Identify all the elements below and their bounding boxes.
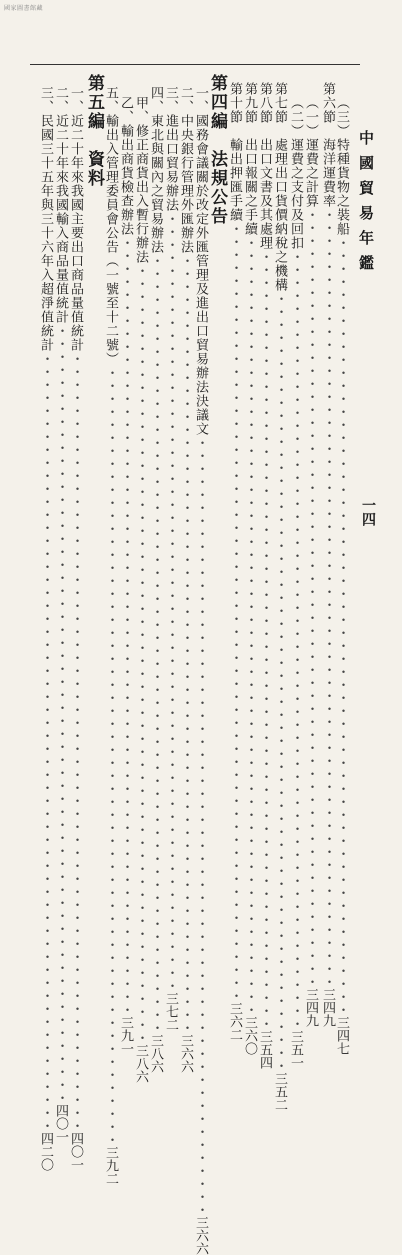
toc-entry-title: 四、東北與關內之貿易辦法 <box>148 86 163 254</box>
toc-entry-title: 二、中央銀行管理外匯辦法 <box>178 86 193 254</box>
toc-entry-page: 三九二 <box>103 1146 118 1185</box>
toc-entry-title: 第十節 輸出押匯手續 <box>227 82 242 222</box>
toc-entry-page: 三六六 <box>178 1034 193 1073</box>
top-rule <box>30 64 360 65</box>
toc-entry-title: 二、近二十年來我國輸入商品量值統計 <box>53 86 68 324</box>
toc-entry-title: 五、輸出入管理委員會公告（一號至十二號） <box>103 86 118 366</box>
toc-entry-page: 三六六 <box>193 1216 208 1255</box>
part-heading <box>82 74 107 188</box>
toc-entry-page: 三五二 <box>272 1072 287 1111</box>
library-stamp: 國家圖書館藏 <box>4 5 44 12</box>
leader-dots: ・・・・・・・・・・・・・・・・・・・・・・・・・・・・・・・・・・・・・・・・・・・・・・・・・・・・・・・・・・・・ <box>303 208 318 988</box>
toc-entry-title: 三、民國三十五年與三十六年入超淨值統計 <box>38 86 53 352</box>
leader-dots: ・・・・・・・・・・・・・・・・・・・・・・・・・・・・・・・・・・・・・・・・・・・・・・・・・・・・・・・・・・・・ <box>242 236 257 1016</box>
leader-dots: ・・・・・・・・・・・・・・・・・・・・・・・・・・・・・・・・・・・・・・・・・・・・・・・・・・・・・・・・・・・・ <box>38 352 53 1132</box>
toc-entry-page: 三四七 <box>334 1016 349 1055</box>
toc-entry-title: （二）運費之支付及回扣 <box>288 96 303 250</box>
toc-entry-title: 一、國務會議關於改定外匯管理及進出口貿易辦法決議文 <box>193 86 208 436</box>
running-header-page-number: 一四 <box>360 498 376 526</box>
toc-entry-title: 第七節 處理出口貨價納稅之機構 <box>272 82 287 292</box>
toc-entry-title: 第九節 出口報關之手續 <box>242 82 257 236</box>
toc-entry-page: 三四九 <box>320 988 335 1027</box>
toc-entry-title: 乙、輸出商貨檢查辦法 <box>118 96 133 236</box>
leader-dots: ・・・・・・・・・・・・・・・・・・・・・・・・・・・・・・・・・・・・・・・・・・・・・・・・・・・・・・・・・・・・ <box>178 254 193 1034</box>
leader-dots: ・・・・・・・・・・・・・・・・・・・・・・・・・・・・・・・・・・・・・・・・・・・・・・・・・・・・・・・・・・・・ <box>334 236 349 1016</box>
leader-dots: ・・・・・・・・・・・・・・・・・・・・・・・・・・・・・・・・・・・・・・・・・・・・・・・・・・・・・・・・・・・・ <box>68 352 83 1132</box>
toc-entry-title: 一、近二十年來我國主要出口商品量值統計 <box>68 86 83 352</box>
toc-entry-title: 三、進出口貿易辦法 <box>163 86 178 212</box>
toc-entry-page: 四二〇 <box>38 1132 53 1171</box>
leader-dots: ・・・・・・・・・・・・・・・・・・・・・・・・・・・・・・・・・・・・・・・・・・・・・・・・・・・・・・・・・・・・ <box>118 236 133 1016</box>
part-heading-text: 第四編 法規公告 <box>207 74 227 226</box>
toc-entry-page: 四〇一 <box>68 1132 83 1171</box>
leader-dots: ・・・・・・・・・・・・・・・・・・・・・・・・・・・・・・・・・・・・・・・・・・・・・・・・・・・・・・・・・・・・ <box>288 250 303 1030</box>
leader-dots: ・・・・・・・・・・・・・・・・・・・・・・・・・・・・・・・・・・・・・・・・・・・・・・・・・・・・・・・・・・・・ <box>53 324 68 1104</box>
toc-entry-page: 三九一 <box>118 1016 133 1055</box>
running-header-title: 中國貿易年鑑 <box>357 130 375 280</box>
leader-dots: ・・・・・・・・・・・・・・・・・・・・・・・・・・・・・・・・・・・・・・・・・・・・・・・・・・・・・・・・・・・・ <box>320 208 335 988</box>
toc-entry-title: 第六節 海洋運費率 <box>320 82 335 208</box>
leader-dots: ・・・・・・・・・・・・・・・・・・・・・・・・・・・・・・・・・・・・・・・・・・・・・・・・・・・・・・・・・・・・ <box>148 254 163 1034</box>
toc-entry <box>36 86 55 1171</box>
toc-entry-page: 三六二 <box>227 1002 242 1041</box>
toc-entry-title: 第八節 出口文書及其處理 <box>257 82 272 250</box>
toc-entry-page: 三七二 <box>163 992 178 1031</box>
toc-entry-page: 三五四 <box>257 1030 272 1069</box>
toc-entry-page: 四〇一 <box>53 1104 68 1143</box>
leader-dots: ・・・・・・・・・・・・・・・・・・・・・・・・・・・・・・・・・・・・・・・・・・・・・・・・・・・・・・・・・・・・ <box>133 264 148 1044</box>
toc-entry-page: 三八六 <box>133 1044 148 1083</box>
leader-dots: ・・・・・・・・・・・・・・・・・・・・・・・・・・・・・・・・・・・・・・・・・・・・・・・・・・・・・・・・・・・・ <box>272 292 287 1072</box>
toc-entry-title: （三）特種貨物之裝船 <box>334 96 349 236</box>
part-heading-text: 第五編 資料 <box>84 74 104 188</box>
toc-entry-page: 三四九 <box>303 988 318 1027</box>
leader-dots: ・・・・・・・・・・・・・・・・・・・・・・・・・・・・・・・・・・・・・・・・・・・・・・・・・・・・・・・・・・・・ <box>163 212 178 992</box>
toc-entry-title: 甲、修正商貨出入暫行辦法 <box>133 96 148 264</box>
toc-entry-page: 三六〇 <box>242 1016 257 1055</box>
leader-dots: ・・・・・・・・・・・・・・・・・・・・・・・・・・・・・・・・・・・・・・・・・・・・・・・・・・・・・・・・・・・・ <box>193 436 208 1216</box>
toc-entry-page: 三五一 <box>288 1030 303 1069</box>
leader-dots: ・・・・・・・・・・・・・・・・・・・・・・・・・・・・・・・・・・・・・・・・・・・・・・・・・・・・・・・・・・・・ <box>103 366 118 1146</box>
leader-dots: ・・・・・・・・・・・・・・・・・・・・・・・・・・・・・・・・・・・・・・・・・・・・・・・・・・・・・・・・・・・・ <box>257 250 272 1030</box>
toc-entry <box>318 82 337 1027</box>
toc-entry-page: 三八六 <box>148 1034 163 1073</box>
leader-dots: ・・・・・・・・・・・・・・・・・・・・・・・・・・・・・・・・・・・・・・・・・・・・・・・・・・・・・・・・・・・・ <box>227 222 242 1002</box>
toc-entry-title: （一）運費之計算 <box>303 96 318 208</box>
